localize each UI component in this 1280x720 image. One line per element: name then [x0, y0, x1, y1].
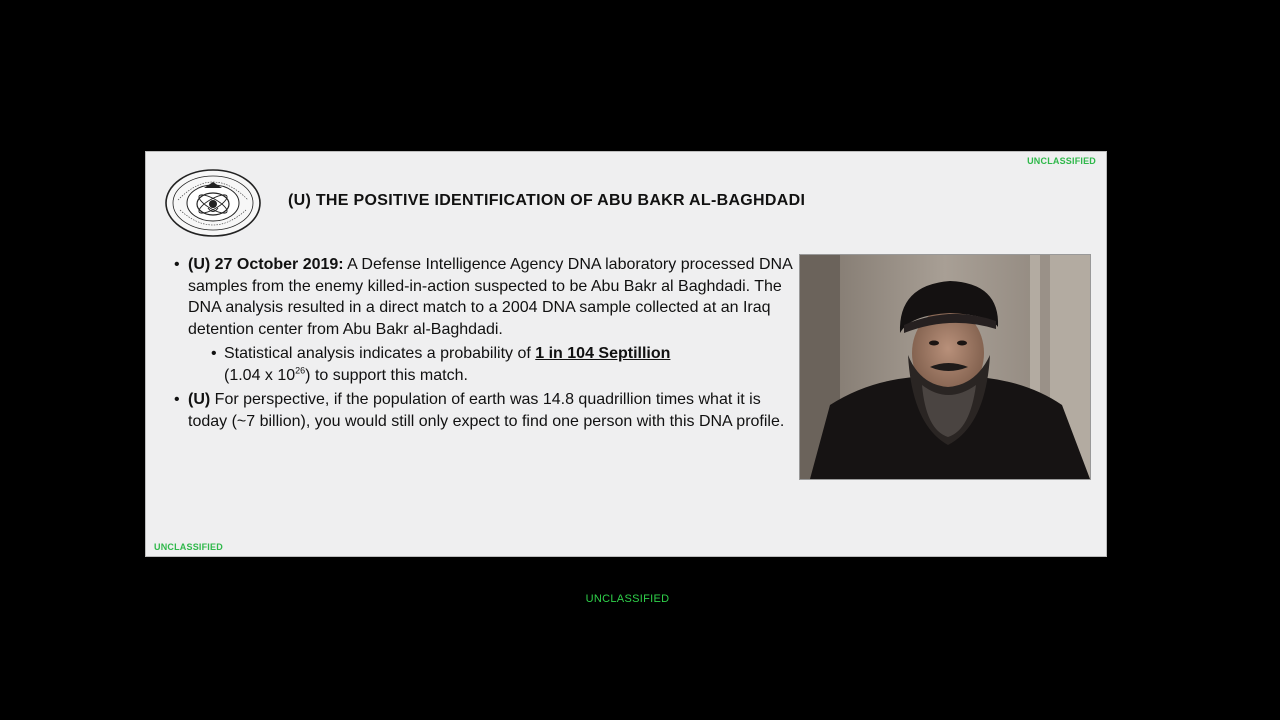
- classification-marking-top: UNCLASSIFIED: [1027, 156, 1096, 166]
- sub-bullet-text: Statistical analysis indicates a probability of: [224, 345, 536, 362]
- bullet-item: [174, 389, 804, 432]
- sub-bullet-item: [174, 343, 804, 386]
- classification-marking-bottom: UNCLASSIFIED: [154, 542, 223, 552]
- bullet-lead: (U): [188, 391, 211, 408]
- bullet-dot-icon: •: [174, 256, 180, 273]
- probability-exponent: 26: [295, 365, 306, 376]
- briefing-slide: [145, 151, 1107, 557]
- bullet-dot-icon: •: [174, 391, 180, 408]
- bullet-dot-icon: •: [211, 345, 217, 362]
- bullet-item: [174, 254, 804, 340]
- probability-value: (1.04 x 10: [224, 366, 296, 384]
- portrait-photo: [799, 254, 1091, 480]
- probability-highlight: 1 in 104 Septillion: [535, 345, 671, 362]
- bullet-text: For perspective, if the population of earth was 14.8 quadrillion times what it is today (~7 billion), you would still only expect to find one person with this DNA profile.: [188, 391, 785, 430]
- sub-bullet-tail: ) to support this match.: [305, 366, 468, 384]
- slide-title: (U) THE POSITIVE IDENTIFICATION OF ABU BAKR AL-BAGHDADI: [288, 192, 806, 209]
- bullet-lead: (U) 27 October 2019:: [188, 256, 344, 273]
- bullet-text: A Defense Intelligence Agency DNA laboratory processed DNA samples from the enemy killed-in-action suspected to be Abu Bakr al Baghdadi. The DNA analysis resulted in a direct match to a 2004 DNA sample collected at an Iraq detention center from Abu Bakr al-Baghdadi.: [188, 256, 792, 338]
- screen-classification-footer: UNCLASSIFIED: [585, 593, 670, 605]
- slide-body: [174, 254, 804, 432]
- agency-seal-icon: [164, 168, 262, 238]
